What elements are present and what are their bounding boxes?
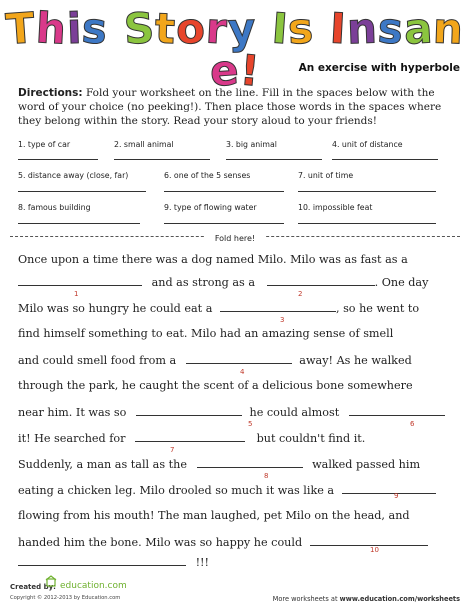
directions-text: Fold your worksheet on the line. Fill in the spaces below with the word of your choice (no peeking!). Then place those words in the spaces where they belong within the story. Read your story aloud to your friends! [18,87,442,127]
blank-6[interactable] [349,404,445,416]
story-line: handed him the bone. Milo was so happy he could [18,534,428,550]
blank-number: 6 [410,420,415,428]
title-letter: ! [237,45,262,96]
title-letter: h [34,3,69,54]
blank-number: 3 [280,316,285,324]
blank-8[interactable] [197,456,303,468]
title-letter: o [174,3,208,54]
prompt-3: 3. big animal [226,140,277,149]
story-line: Milo was so hungry he could eat a , so he went to [18,302,420,315]
answer-line[interactable] [18,159,98,160]
answer-line[interactable] [164,191,284,192]
title-letter: s [287,3,316,54]
title-letter: t [154,3,177,54]
directions-label: Directions: [18,87,83,99]
title-letter: i [65,3,84,54]
blank-7[interactable] [135,430,245,442]
answer-line[interactable] [164,223,284,224]
blank-number: 5 [248,420,253,428]
prompt-7: 7. unit of time [298,171,353,180]
prompt-2: 2. small animal [114,140,174,149]
answer-line[interactable] [298,223,436,224]
answer-line[interactable] [298,191,436,192]
story-line: Suddenly, a man as tall as the walked passed him [18,458,421,471]
title-letter: s [375,3,406,54]
prompt-6: 6. one of the 5 senses [164,171,250,180]
prompt-10: 10. impossible feat [298,203,372,212]
blank-number: 10 [370,546,379,554]
prompt-9: 9. type of flowing water [164,203,257,212]
blank-10[interactable] [310,534,428,546]
answer-line[interactable] [18,191,146,192]
answer-line[interactable] [114,159,210,160]
blank-1[interactable] [18,274,142,286]
copyright: Copyright © 2012-2013 by Education.com [10,595,121,601]
directions [18,86,456,128]
blank-9[interactable] [342,482,436,494]
blank-3[interactable] [220,300,336,312]
prompt-5: 5. distance away (close, far) [18,171,128,180]
title-letter [256,8,272,50]
blank-number: 4 [240,368,245,376]
story-line: near him. It was so he could almost [18,404,445,420]
answer-line[interactable] [332,159,438,160]
more-worksheets: More worksheets at www.education.com/worksheets [272,595,460,603]
story-line: Once upon a time there was a dog named Milo. Milo was as fast as a [18,253,408,266]
prompt-8: 8. famous building [18,203,91,212]
answer-line[interactable] [226,159,322,160]
prompt-4: 4. unit of distance [332,140,403,149]
title-letter: y [226,3,257,54]
title-letter: s [80,3,110,54]
story-line: and could smell food from a away! As he walked [18,354,412,367]
story-line: through the park, he caught the scent of a delicious bone somewhere [18,379,413,392]
story-line: find himself something to eat. Milo had an amazing sense of smell [18,327,394,340]
created-by-label: Created by: [10,583,56,591]
blank-number: 1 [74,290,79,298]
prompt-1: 1. type of car [18,140,70,149]
blank-final[interactable] [18,554,186,566]
blank-2[interactable] [267,274,375,286]
title-letter: S [122,3,157,54]
title-letter: n [432,3,465,54]
story-line: eating a chicken leg. Milo drooled so much it was like a [18,482,436,498]
title-letter: I [270,3,291,54]
brand-name: education.com [60,581,127,591]
story-line: and as strong as a . One day [18,274,428,290]
education-logo-icon [44,574,58,588]
title-letter: n [345,3,379,54]
subtitle: An exercise with hyperbole [298,62,460,74]
title-letter: e [208,45,242,96]
blank-4[interactable] [186,352,292,364]
footer [0,568,470,608]
story-line: !!! [18,554,209,570]
title-letter: r [204,3,229,54]
blank-number: 9 [394,492,399,500]
title-letter [108,8,124,50]
title-letter: T [4,3,38,54]
title-letter: I [328,3,348,54]
blank-number: 2 [298,290,303,298]
title-letter: a [402,3,435,54]
blank-5[interactable] [136,404,242,416]
answer-line[interactable] [18,223,140,224]
title-letter [314,8,330,50]
more-worksheets-link[interactable]: www.education.com/worksheets [339,595,460,603]
blank-number: 8 [264,472,269,480]
blank-number: 7 [170,446,175,454]
story-line: flowing from his mouth! The man laughed, pet Milo on the head, and [18,509,410,522]
fold-label: Fold here! [214,234,256,243]
story-line: it! He searched for but couldn't find it. [18,432,366,445]
